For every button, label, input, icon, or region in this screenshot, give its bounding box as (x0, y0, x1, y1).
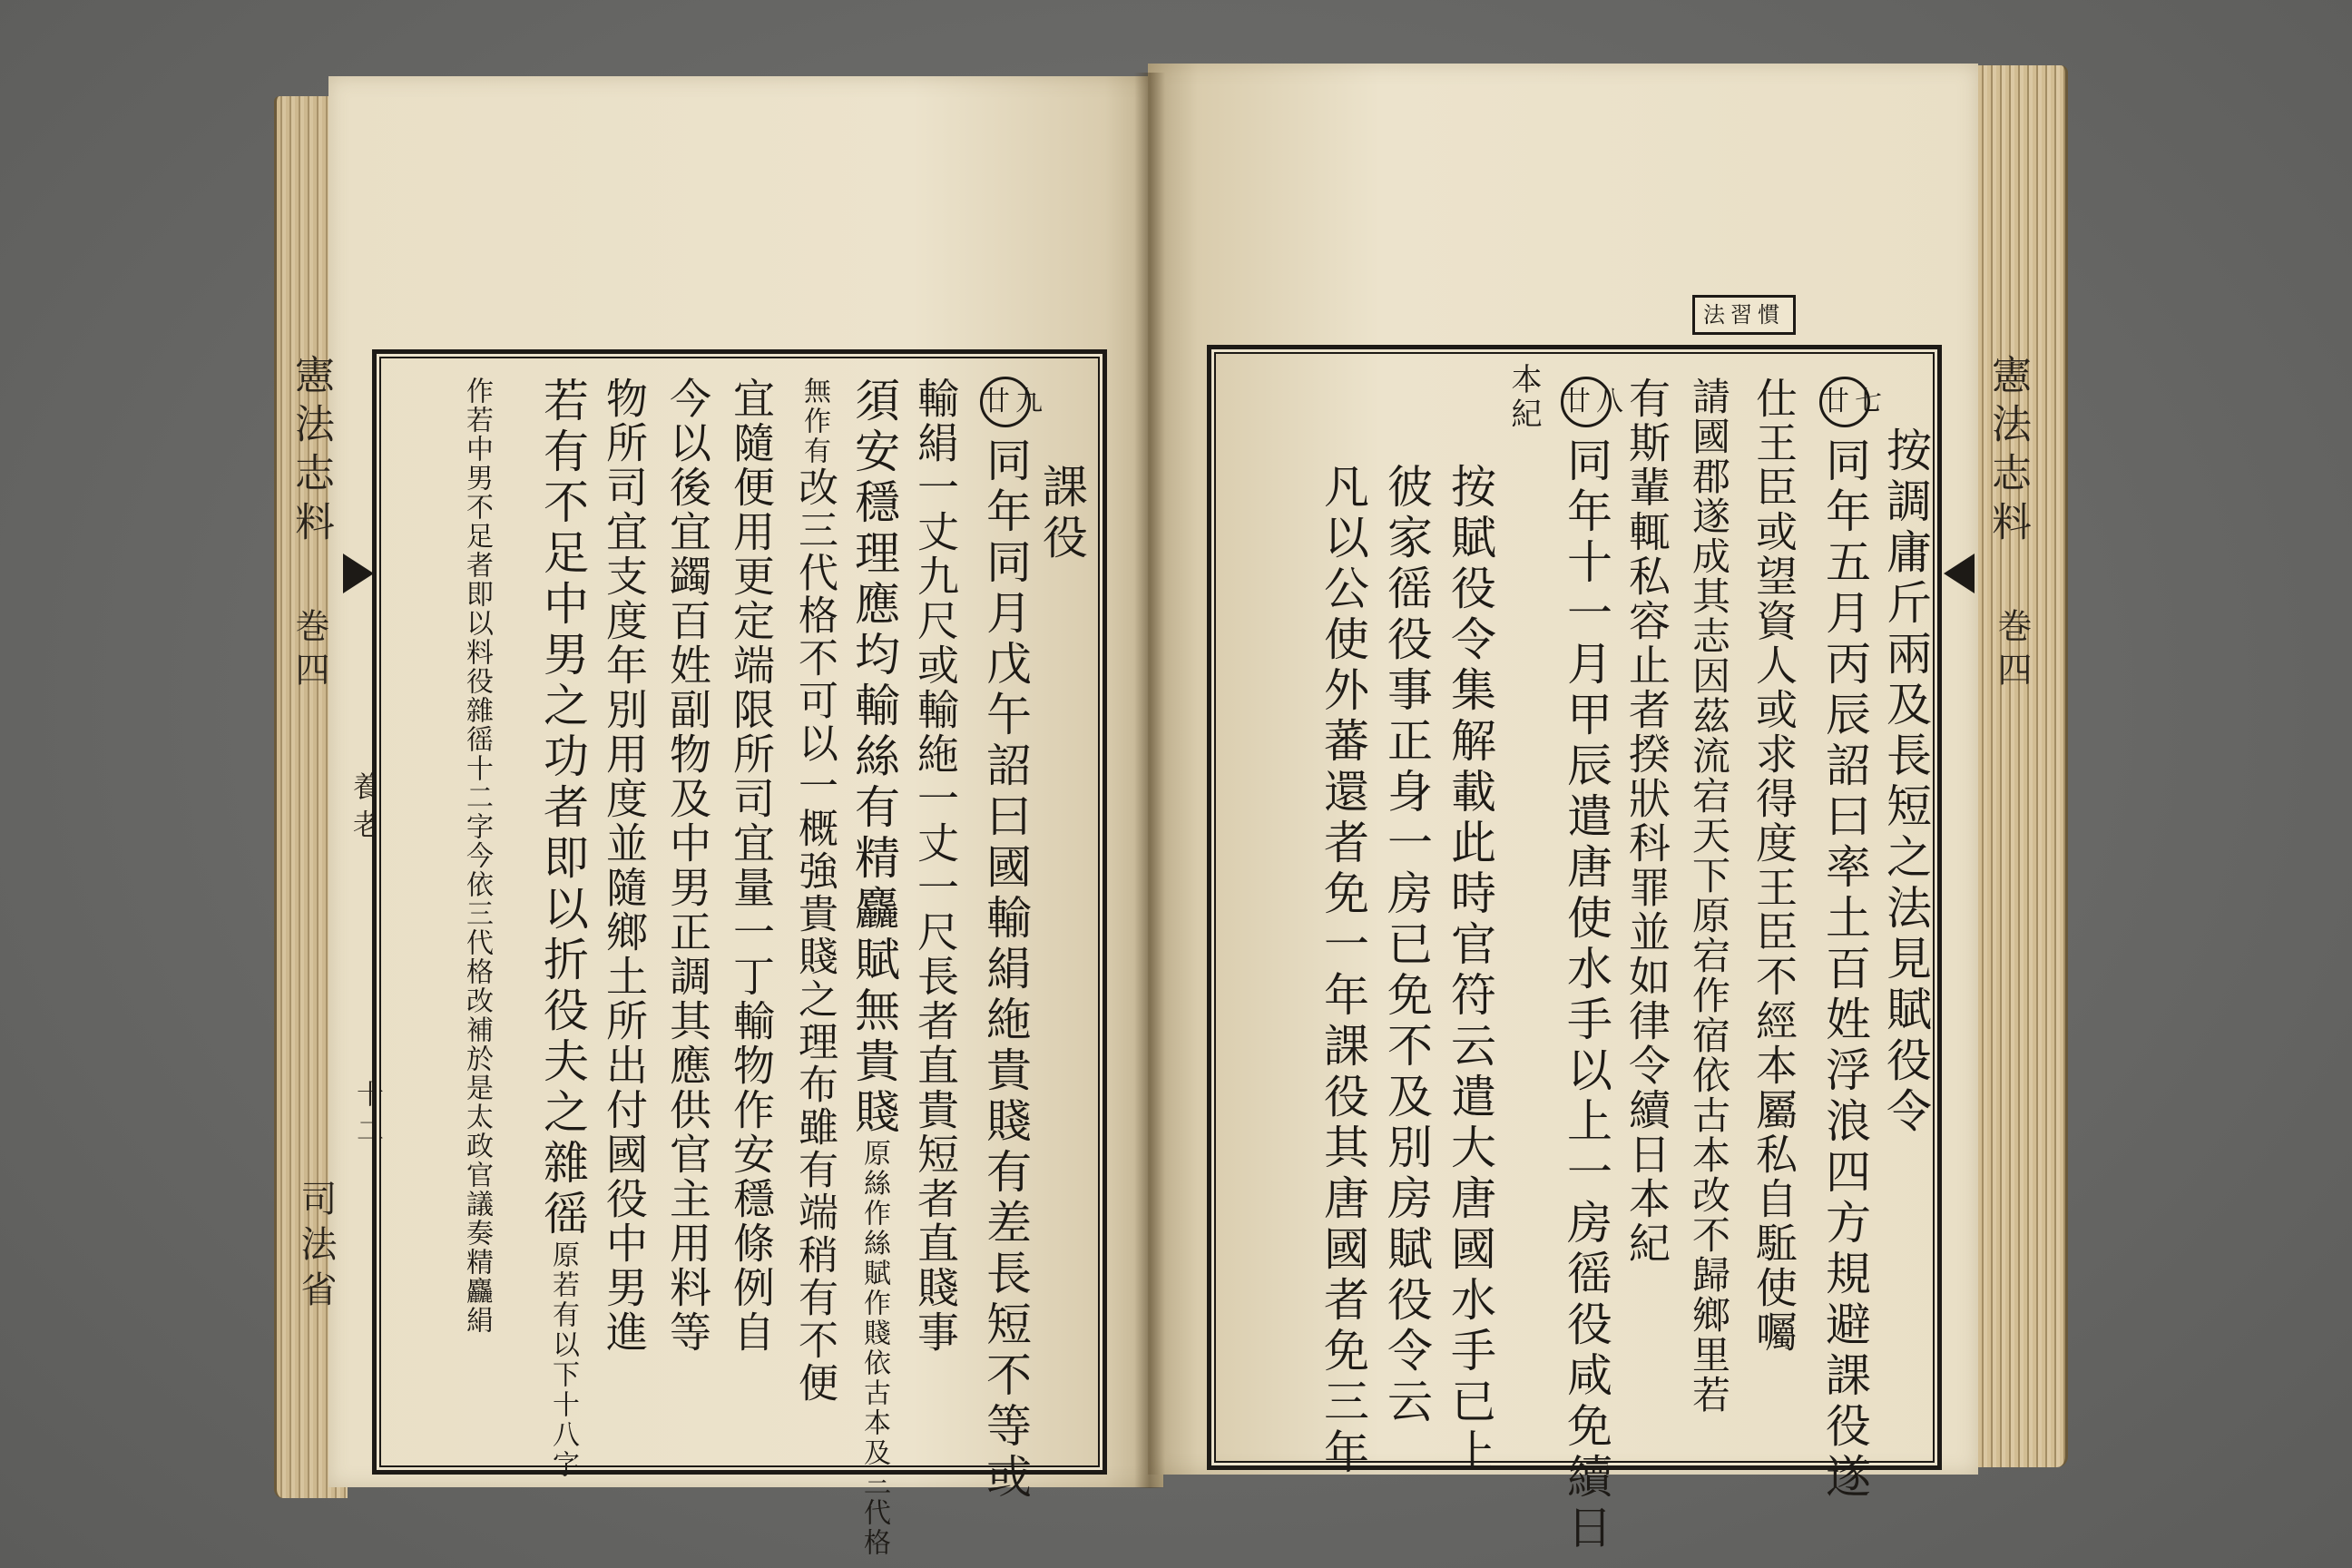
right-col-10: 凡以公使外蕃還者免一年課役其唐國者免三年 (1317, 463, 1369, 1479)
left-col-9: 若有不足中男之功者即以折役夫之雜徭原若有以下十八字 (536, 377, 589, 1480)
left-spine-title: 憲法志料 (288, 354, 334, 550)
right-col-5: 有斯輩輒私容止者揆狀科罪並如律令續日本紀 (1622, 377, 1671, 1266)
left-col-6: 宜隨便用更定端限所司宜量一丁輸物作安穩條例自 (727, 377, 776, 1355)
circled-number-27: 廿七 (1819, 377, 1870, 427)
left-note-1: 原絲作絲賦作賤依古本及三代格 (858, 1139, 890, 1558)
right-col-8: 按賦役令集解載此時官符云遣大唐國水手已上 (1444, 463, 1496, 1479)
right-header-label: 法習慣 (1692, 295, 1796, 335)
right-col-4: 請國郡遂成其志因茲流宕天下原宕作宿依古本改不歸鄉里若 (1687, 377, 1731, 1415)
left-spine-volume: 巻四 (289, 608, 329, 695)
right-col-7: 本紀 (1505, 363, 1542, 432)
left-col-4: 須安穩理應均輸絲有精麤賦無貴賤原絲作絲賦作賤依古本及三代格 (848, 377, 900, 1558)
open-book (272, 64, 2069, 1558)
left-page-number: 十二 (351, 1080, 383, 1152)
right-col-1: 按調庸斤兩及長短之法見賦役令 (1879, 426, 1932, 1138)
left-spine-era: 養老 (348, 771, 383, 848)
left-note-2: 無作有 (799, 377, 830, 466)
left-col-10: 作若中男不足者即以料役雜徭十二字今依三代格改補於是太政官議奏精麤絹 (461, 377, 493, 1335)
right-col-2: 廿七同年五月丙辰詔曰率土百姓浮浪四方規避課役遂 (1819, 377, 1870, 1504)
right-spine-volume: 巻四 (1992, 608, 2032, 695)
left-col-3: 輸絹一丈九尺或輸絁一丈一尺長者直貴短者直賤事 (911, 377, 960, 1355)
right-spine-tab (1944, 554, 1975, 593)
left-col-8: 物所司宜支度年別用度並隨鄉土所出付國役中男進 (600, 377, 649, 1355)
left-col-2: 廿九同年同月戊午詔曰國輸絹絁貴賤有差長短不等或 (980, 377, 1031, 1504)
left-col-1: 課役 (1035, 463, 1088, 564)
circled-number-28: 廿八 (1561, 377, 1612, 427)
circled-number: 廿九 (980, 377, 1031, 427)
right-col-3: 仕王臣或望資人或求得度王臣不經本屬私自駈使囑 (1749, 377, 1798, 1355)
left-col-7: 今以後宜蠲百姓副物及中男正調其應供官主用料等 (663, 377, 712, 1355)
right-col-6: 廿八同年十一月甲辰遣唐使水手以上一房徭役咸免續日 (1561, 377, 1612, 1554)
left-spine-bottom: 司法省 (295, 1180, 337, 1316)
book-gutter (1134, 73, 1165, 1488)
right-col-9: 彼家徭役事正身一房已免不及別房賦役令云 (1380, 463, 1433, 1428)
right-spine-title: 憲法志料 (1984, 354, 2031, 550)
left-spine-tab (343, 554, 374, 593)
left-note-3: 原若有以下十八字 (547, 1240, 579, 1480)
left-col-5: 無作有改三代格不可以一概強貴賤之理布雖有端稍有不便 (791, 377, 838, 1405)
right-page-edges (1969, 65, 2068, 1467)
